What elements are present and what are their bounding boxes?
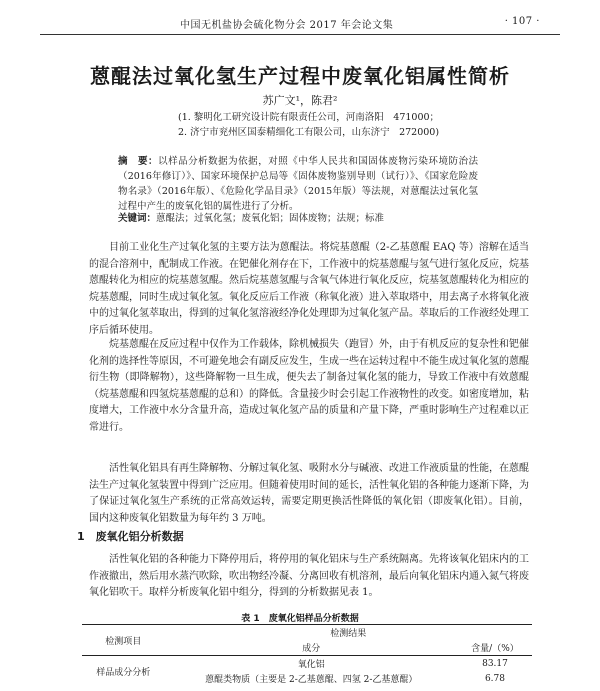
abstract bbox=[118, 154, 478, 214]
header-results: 检测结果 bbox=[330, 629, 367, 639]
content-cell: 83.17 bbox=[482, 658, 508, 669]
paragraph-1-text: 目前工业化生产过氧化氢的主要方法为蒽醌法。将烷基蒽醌（2-乙基蒽醌 EAQ 等）溶解在适当的混合溶剂中，配制成工作液。在钯催化剂存在下，工作液中的烷基蒽醌与氢气进行氢化反应，烷基蒽醌转化为相应的烷基蒽氢醌。然后烷基蒽氢醌与含氧气体进行氧化反应，烷基氢蒽醌转化为相应的烷基蒽醌，同时生成过氧化氢。氧化反应后工作液（称氧化液）进入萃取塔中，用去离子水将氧化液中的过氧化氢萃取出，得到的过氧化氢溶液经净化处理即为过氧化氢产品。萃取后的工作液经处理工序后循环使用。 bbox=[89, 242, 529, 336]
paragraph-2-text: 烷基蒽醌在反应过程中仅作为工作载体，除机械损失（跑冒）外，由于有机反应的复杂性和钯催化剂的选择性等原因，不可避免地会有副反应发生，生成一些在运转过程中不能生成过氧化氢的蒽醌衍生物（即降解物），这些降解物一旦生成，便失去了制备过氧化氢的能力，导致工作液中有效蒽醌（烷基蒽醌和四氢烷基蒽醌的总和）的降低。含量接少时会引起工作液物性的改变。如密度增加，粘度增大，工作液中水分含量升高，造成过氧化氢产品的质量和产量下降，严重时影响生产过程难以正常进行。 bbox=[89, 339, 529, 433]
affiliation-1: (1. 黎明化工研究设计院有限责任公司，河南洛阳 471000； bbox=[178, 112, 440, 123]
affiliation-2: 2. 济宁市兖州区国泰精细化工有限公司，山东济宁 272000) bbox=[178, 127, 440, 138]
header-component: 成分 bbox=[302, 644, 321, 654]
keywords bbox=[118, 212, 478, 226]
table-row bbox=[82, 656, 532, 672]
abstract-text: 以样品分析数据为依据，对照《中华人民共和国固体废物污染环境防治法（2016年修订）》、国家环境保护总局等《固体废物鉴别导则（试行）》、《国家危险废物名录》（2016年版）、《危险化学品目录》（2015年版）等法规，对蒽醌法过氧化氢过程中产生的废氧化铝的属性进行了分析。 bbox=[118, 156, 478, 212]
running-header bbox=[40, 14, 560, 32]
paragraph-4-text: 活性氧化铝的各种能力下降停用后，将停用的氧化铝床与生产系统隔离。先将该氧化铝床内的工作液撤出，然后用水蒸汽吹除，吹出物经冷凝、分离回收有机溶剂，最后向氧化铝床内通入氮气将废氧化铝吹干。取样分析废氧化铝中组分，得到的分析数据见表 1。 bbox=[89, 554, 529, 598]
data-table bbox=[82, 624, 532, 686]
table-caption: 表 1 废氧化铝样品分析数据 bbox=[241, 614, 359, 624]
abstract-label: 摘 要： bbox=[118, 156, 159, 167]
keywords-label: 关键词： bbox=[118, 213, 157, 224]
paragraph-3-text: 活性氧化铝具有再生降解物、分解过氧化氢、吸附水分与碱液、改进工作液质量的性能，在蒽醌法生产过氧化氢装置中得到广泛应用。但随着使用时间的延长，活性氧化铝的各种能力逐渐下降，为了保证过氧化氢生产系统的正常高效运转，需要定期更换活性降低的氧化铝（即废氧化铝）。目前，国内这种废氧化铝数量为每年约 3 万吨。 bbox=[89, 463, 529, 524]
page-number: · 107 · bbox=[504, 16, 540, 27]
paragraph-1 bbox=[89, 240, 529, 339]
row-group-label: 样品成分分析 bbox=[96, 667, 151, 678]
header-item: 检测项目 bbox=[82, 625, 165, 656]
running-title: 中国无机盐协会硫化物分会 2017 年会论文集 bbox=[180, 20, 394, 31]
section-heading: 1 废氧化铝分析数据 bbox=[77, 530, 184, 543]
header-content: 含量/（%） bbox=[471, 644, 519, 654]
paragraph-2 bbox=[89, 337, 529, 436]
keywords-text: 蒽醌法；过氧化氢；废氧化铝；固体废物；法规；标准 bbox=[156, 213, 385, 224]
paper-title: 蒽醌法过氧化氢生产过程中废氧化铝属性简析 bbox=[90, 64, 510, 88]
header-rule bbox=[40, 34, 560, 35]
paragraph-4 bbox=[89, 552, 529, 602]
authors: 苏广文¹，陈君² bbox=[262, 94, 338, 107]
content-cell: 6.78 bbox=[484, 673, 505, 684]
paragraph-3 bbox=[89, 461, 529, 527]
component-cell: 氧化铝 bbox=[297, 660, 325, 670]
component-cell: 蒽醌类物质（主要是 2-乙基蒽醌、四氢 2-乙基蒽醌） bbox=[205, 675, 418, 685]
